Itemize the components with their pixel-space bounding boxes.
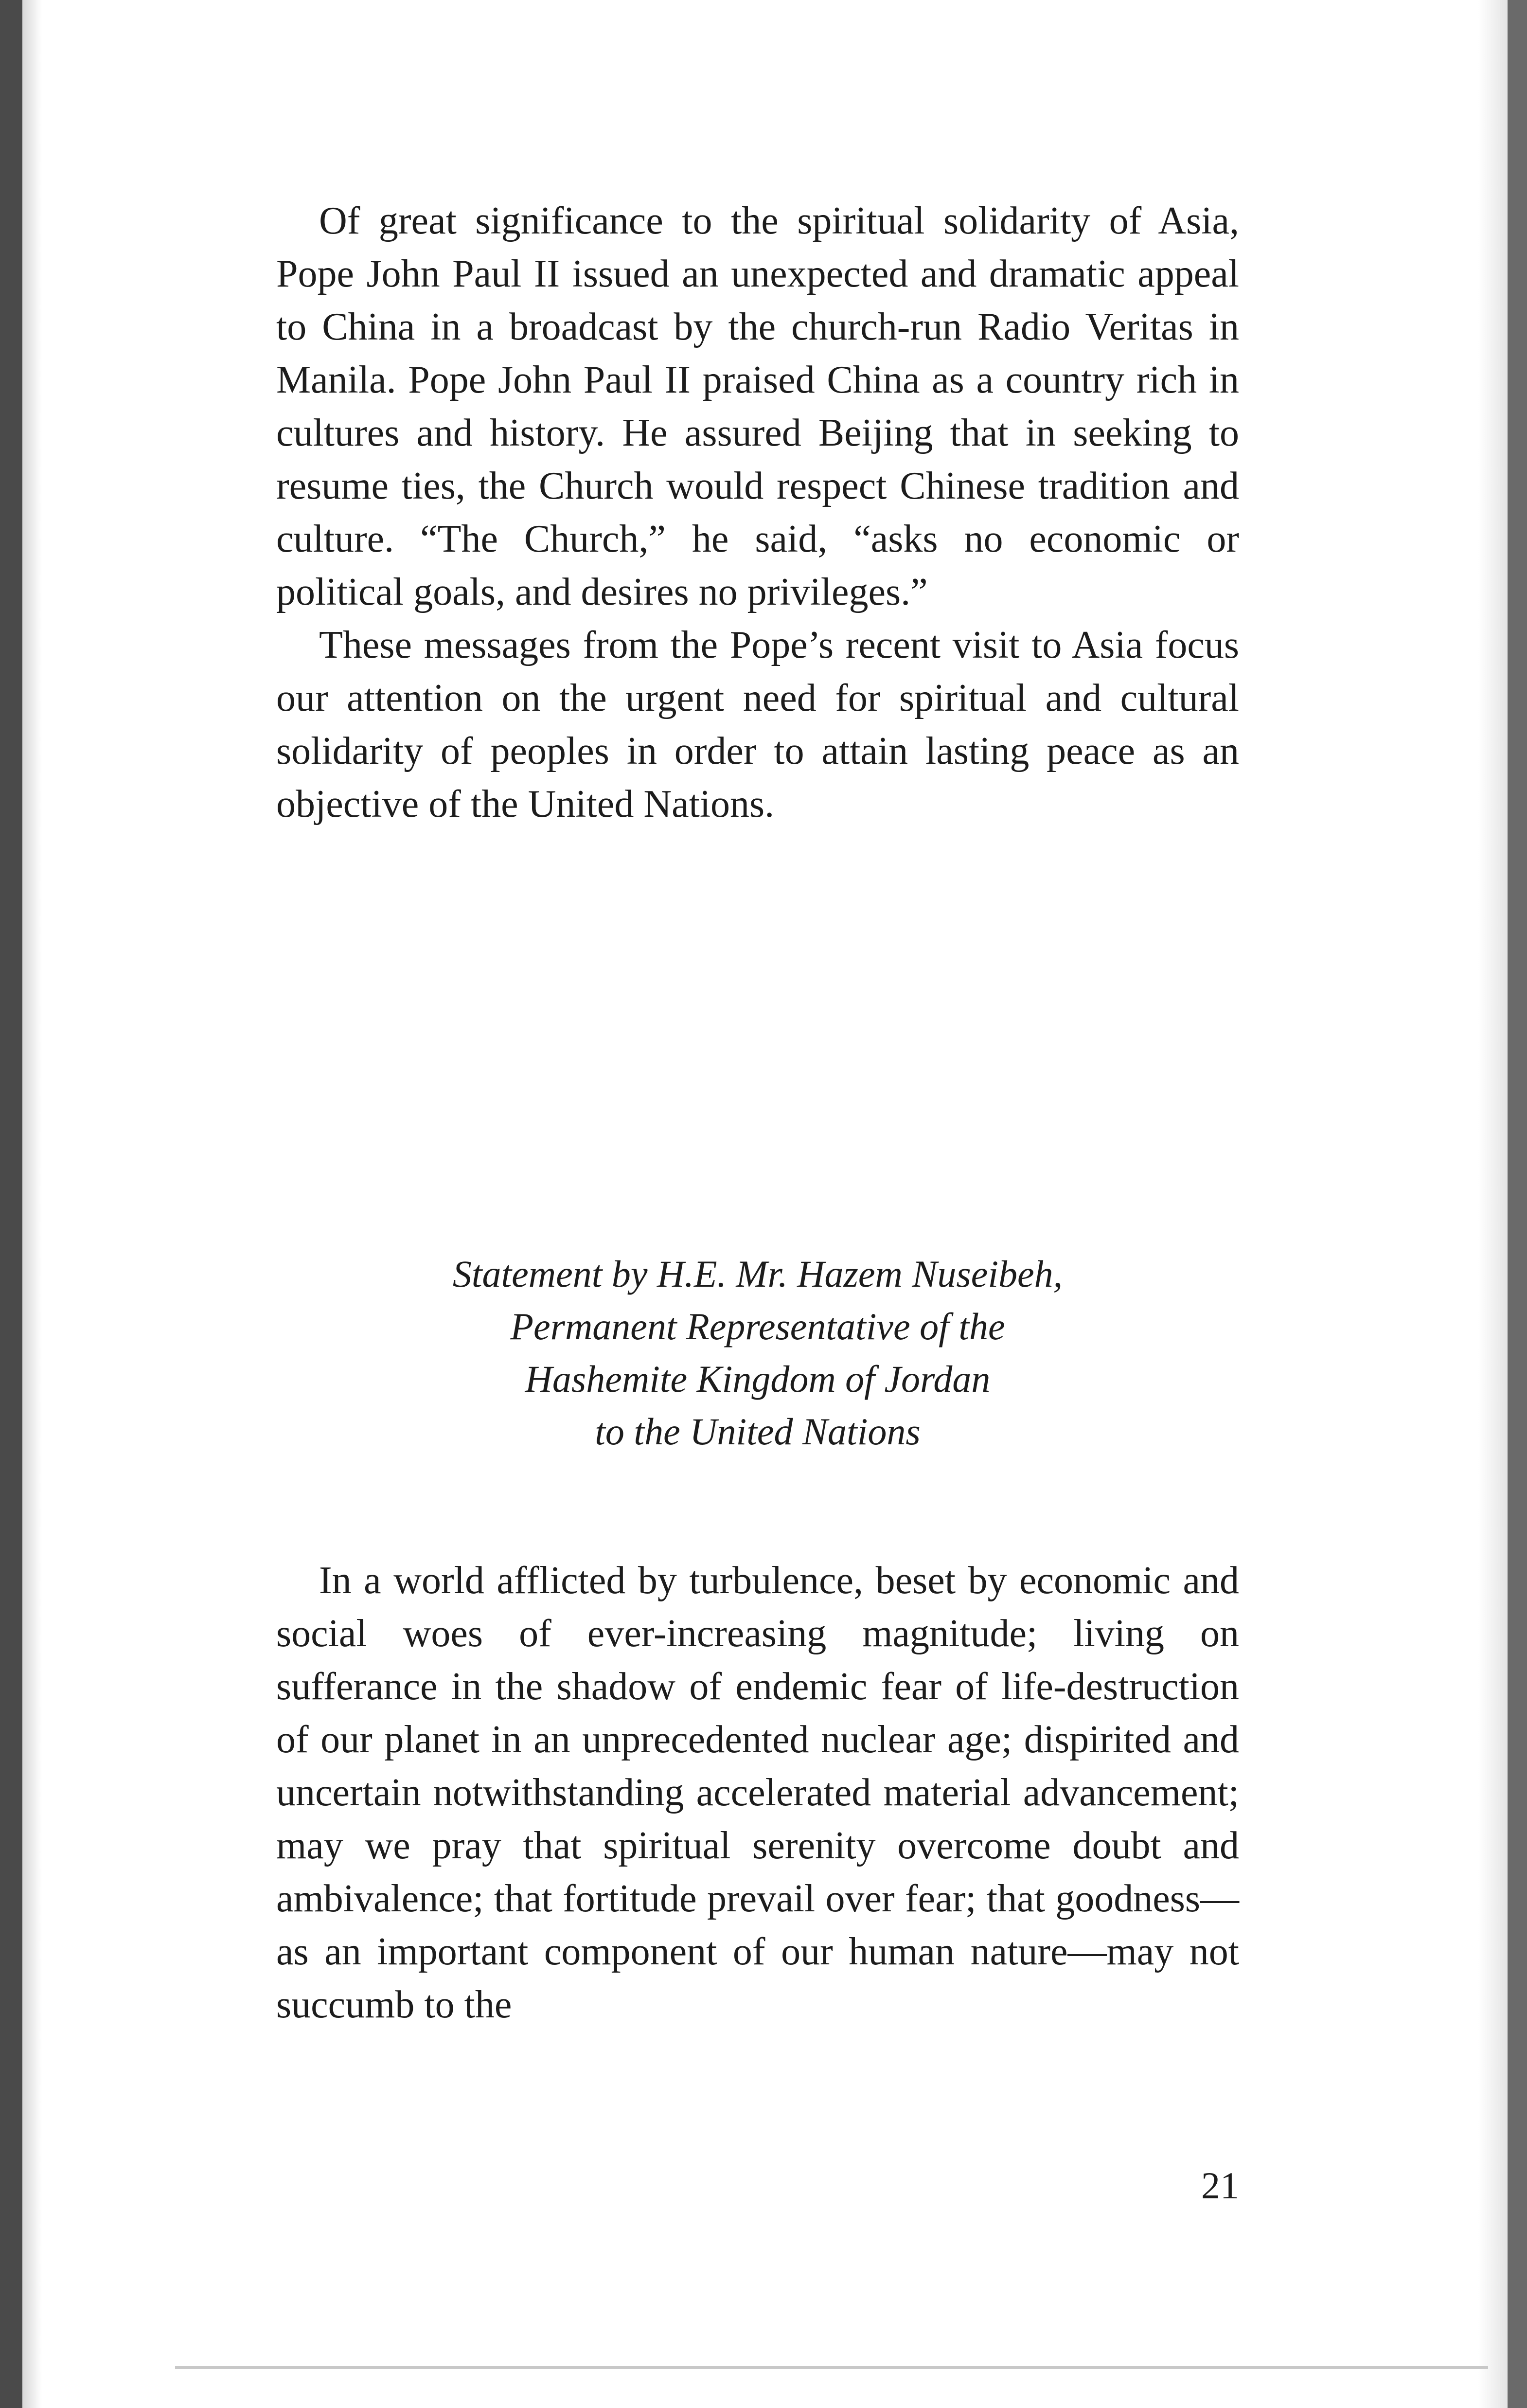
scan-left-edge	[0, 0, 22, 2408]
scan-right-edge	[1508, 0, 1527, 2408]
scan-right-shadow	[1478, 0, 1508, 2408]
page-number: 21	[1201, 2164, 1239, 2207]
paragraph-pope-appeal: Of great significance to the spiritual solidarity of Asia, Pope John Paul II issued an unexpected and dramatic appeal to China in a broadcast by the church-run Radio Veritas in Manila. Pope John Paul II praised China as a country rich in cultures and history. He assured Beijing that in seeking to resume ties, the Church would respect Chinese tradition and culture. “The Church,” he said, “asks no economic or political goals, and desires no privileges.”	[276, 199, 1239, 613]
bottom-text-block	[276, 1554, 1239, 2031]
statement-heading-line: to the United Nations	[595, 1410, 921, 1453]
scan-left-shadow	[22, 0, 42, 2408]
top-text-block	[276, 195, 1239, 831]
statement-heading-line: Statement by H.E. Mr. Hazem Nuseibeh,	[452, 1253, 1063, 1295]
paragraph-world-afflicted: In a world afflicted by turbulence, beset by economic and social woes of ever-increasing magnitude; living on sufferance in the shadow of endemic fear of life-destruction of our planet in an unprecedented nuclear age; dispirited and uncertain notwithstanding accelerated material advancement; may we pray that spiritual serenity overcome doubt and ambivalence; that fortitude prevail over fear; that goodness—as an important component of our human nature—may not succumb to the	[276, 1559, 1239, 2026]
statement-heading-line: Permanent Representative of the	[510, 1305, 1005, 1348]
statement-heading	[276, 1248, 1239, 1458]
paragraph-solidarity-messages: These messages from the Pope’s recent visit to Asia focus our attention on the urgent need for spiritual and cultural solidarity of peoples in order to attain lasting peace as an objective of the United Nations.	[276, 624, 1239, 826]
scan-bottom-line	[175, 2366, 1488, 2369]
statement-heading-line: Hashemite Kingdom of Jordan	[525, 1358, 991, 1400]
